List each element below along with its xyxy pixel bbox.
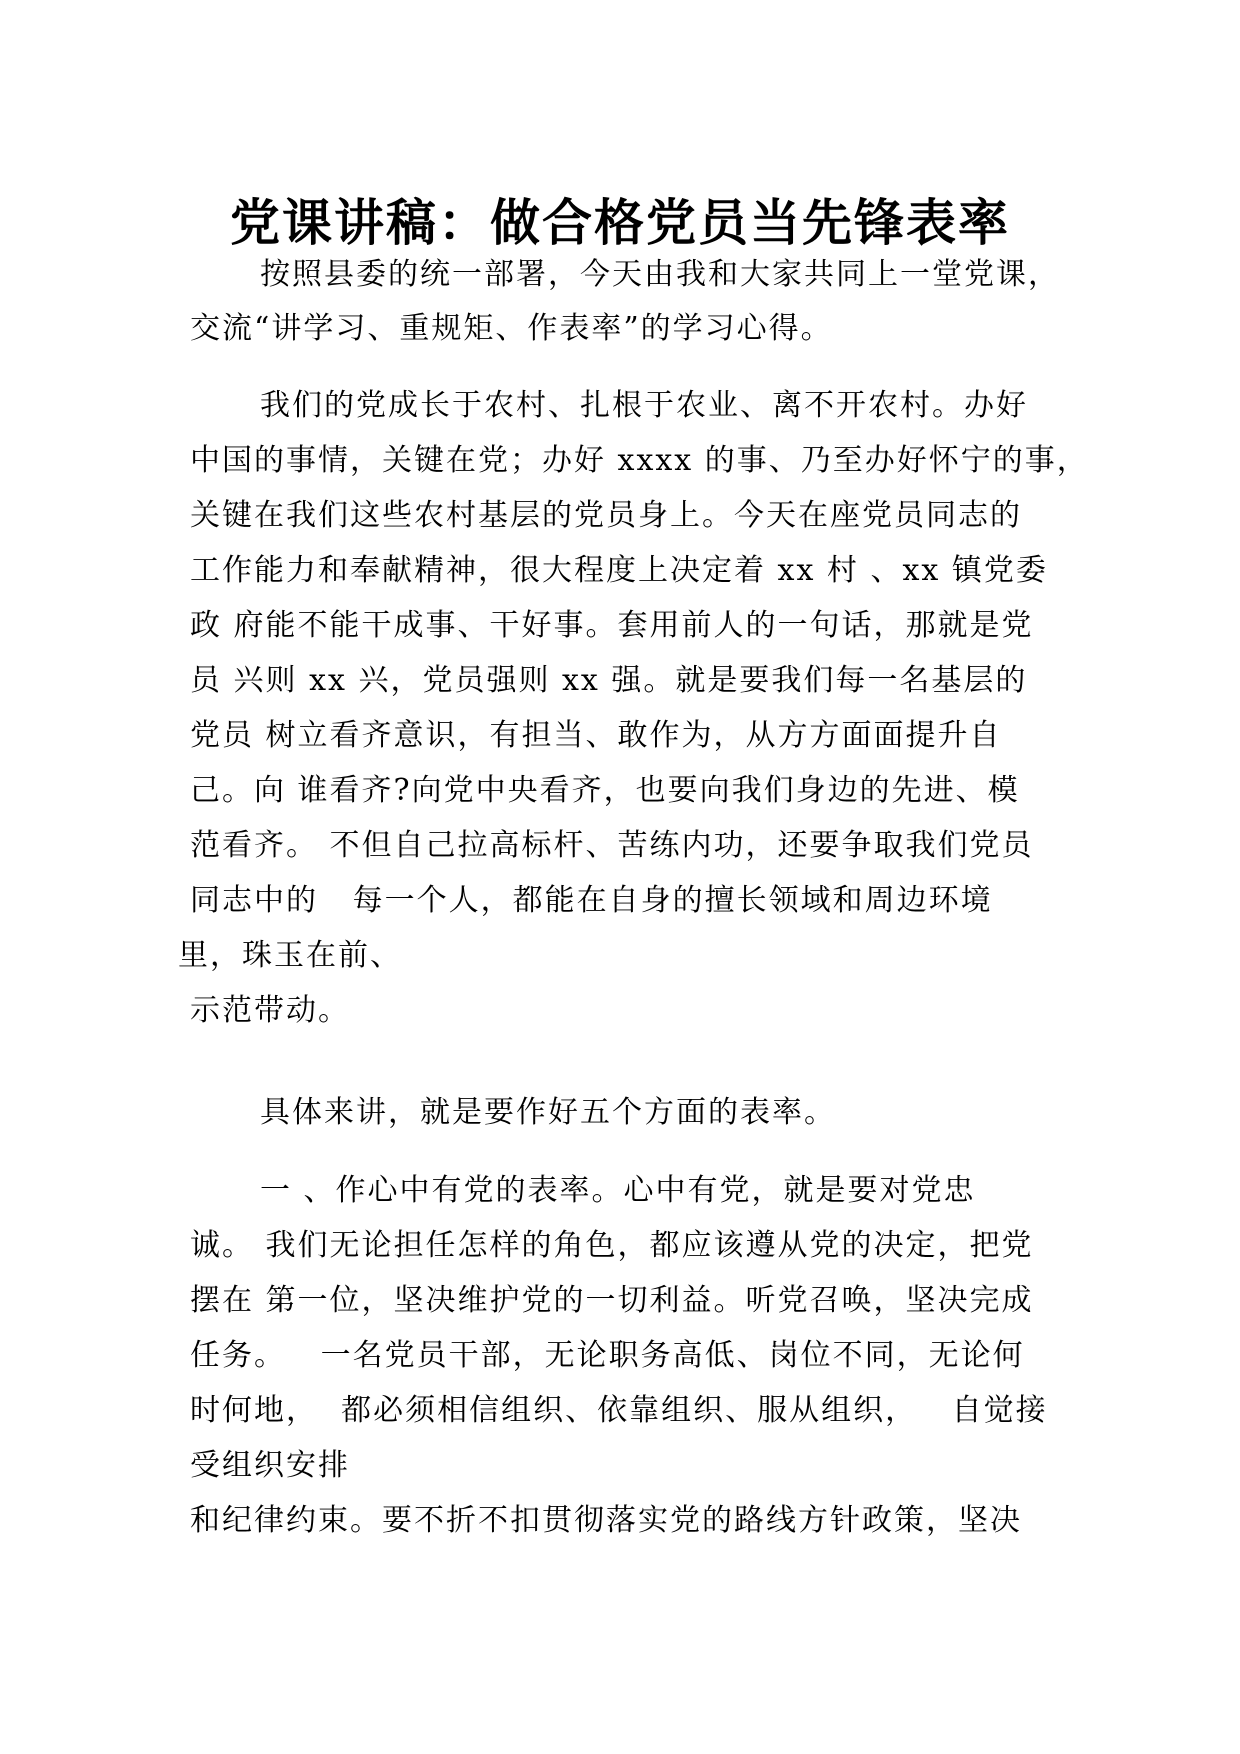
text-line: 交流“讲学习、重规矩、作表率”的学习心得。: [190, 311, 833, 346]
text-line: 工作能力和奉献精神，很大程度上决定着 xx 村 、xx 镇党委: [190, 553, 1048, 588]
text-line: 关键在我们这些农村基层的党员身上。今天在座党员同志的: [190, 498, 1022, 533]
text-line: 政 府能不能干成事、干好事。套用前人的一句话，那就是党: [190, 608, 1034, 643]
text-line: 诚。 我们无论担任怎样的角色，都应该遵从党的决定，把党: [190, 1228, 1034, 1263]
text-line: 任务。 一名党员干部，无论职务高低、岗位不同，无论何: [190, 1338, 1025, 1373]
text-line: 同志中的 每一个人，都能在自身的擅长领域和周边环境: [190, 883, 993, 918]
text-line: 员 兴则 xx 兴，党员强则 xx 强。就是要我们每一名基层的: [190, 663, 1028, 698]
text-line: 和纪律约束。要不折不扣贯彻落实党的路线方针政策，坚决: [190, 1503, 1022, 1538]
text-line: 受组织安排: [190, 1448, 350, 1483]
text-line: 时何地， 都必须相信组织、依靠组织、服从组织， 自觉接: [190, 1393, 1048, 1428]
text-line: 己。向 谁看齐?向党中央看齐，也要向我们身边的先进、模: [190, 773, 1020, 808]
text-line: 范看齐。 不但自己拉高标杆、苦练内功，还要争取我们党员: [190, 828, 1034, 863]
text-line: 里，珠玉在前、: [178, 938, 402, 973]
text-line: 示范带动。: [190, 993, 350, 1028]
text-line: 一 、作心中有党的表率。心中有党，就是要对党忠: [260, 1173, 976, 1208]
text-line: 按照县委的统一部署，今天由我和大家共同上一堂党课，: [260, 257, 1060, 292]
text-line: 中国的事情，关键在党；办好 xxxx 的事、乃至办好怀宁的事，: [190, 443, 1089, 478]
text-line: 党员 树立看齐意识，有担当、敢作为，从方方面面提升自: [190, 718, 1002, 753]
document-title: 党课讲稿：做合格党员当先锋表率: [230, 194, 1010, 252]
text-line: 我们的党成长于农村、扎根于农业、离不开农村。办好: [260, 388, 1028, 423]
text-line: 具体来讲，就是要作好五个方面的表率。: [260, 1095, 836, 1130]
text-line: 摆在 第一位，坚决维护党的一切利益。听党召唤，坚决完成: [190, 1283, 1034, 1318]
